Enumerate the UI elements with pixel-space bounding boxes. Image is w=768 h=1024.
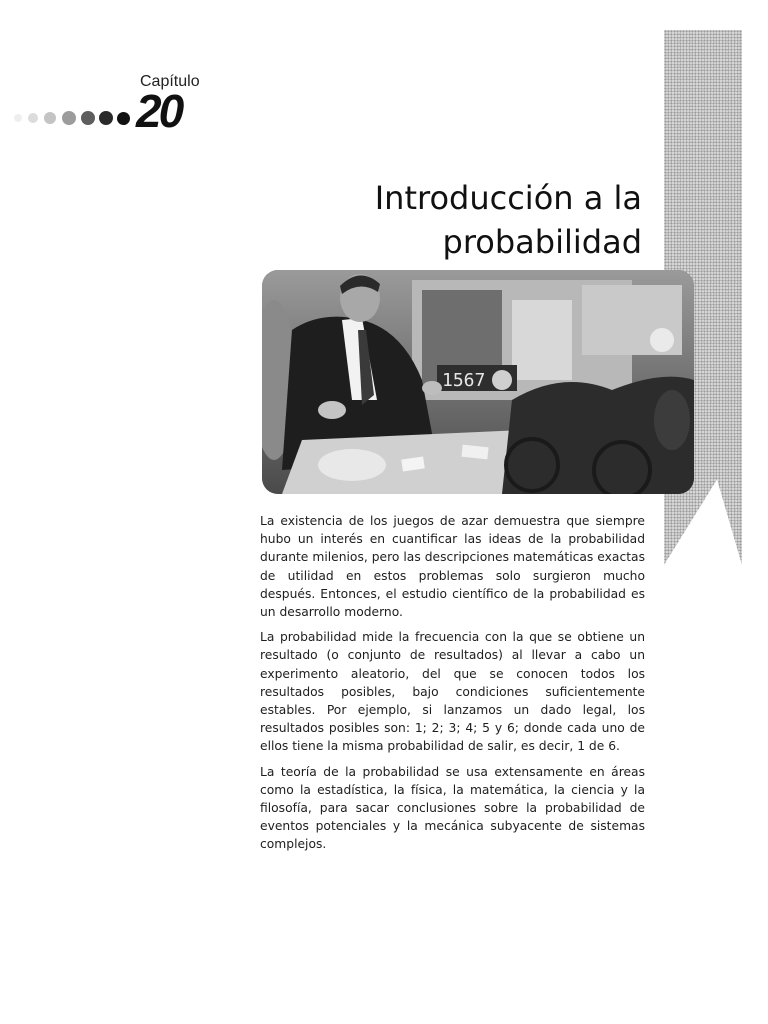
chapter-title bbox=[262, 176, 642, 264]
ornament-dot bbox=[62, 111, 76, 125]
ornament-dot bbox=[81, 111, 95, 125]
ornament-dot bbox=[117, 112, 130, 125]
chapter-title-line-1: Introducción a la bbox=[374, 179, 642, 217]
chapter-intro-text bbox=[260, 512, 645, 861]
ornament-dot bbox=[44, 112, 56, 124]
chapter-label: Capítulo bbox=[140, 73, 200, 90]
chapter-photo bbox=[262, 270, 694, 494]
photo-illustration bbox=[262, 270, 694, 494]
paragraph-2: La probabilidad mide la frecuencia con la que se obtiene un resultado (o conjunto de resultados) al llevar a cabo un experimento aleatorio, del que se conocen todos los resultados posibles, bajo condiciones suficientemente estables. Por ejemplo, si lanzamos un dado legal, los resultados posibles son: 1; 2; 3; 4; 5 y 6; donde cada uno de ellos tiene la misma probabilidad de salir, es decir, 1 de 6. bbox=[260, 630, 645, 754]
ornament-dot bbox=[14, 114, 22, 122]
paragraph-1: La existencia de los juegos de azar demuestra que siempre hubo un interés en cuantificar las ideas de la probabilidad durante milenios, pero las descripciones matemáticas exactas de utilidad en estos problemas solo surgieron mucho después. Entonces, el estudio científico de la probabilidad es un desarrollo moderno. bbox=[260, 514, 645, 620]
chapter-title-line-2: probabilidad bbox=[442, 223, 642, 261]
ornament-dot bbox=[28, 113, 38, 123]
ornament-dot bbox=[99, 111, 113, 125]
chapter-number: 20 bbox=[136, 85, 182, 137]
paragraph-3: La teoría de la probabilidad se usa extensamente en áreas como la estadística, la física, la matemática, la ciencia y la filosofía, para sacar conclusiones sobre la probabilidad de eventos potenciales y la mecánica subyacente de sistemas complejos. bbox=[260, 764, 645, 852]
photo-scoreboard-number: 1567 bbox=[442, 370, 486, 391]
